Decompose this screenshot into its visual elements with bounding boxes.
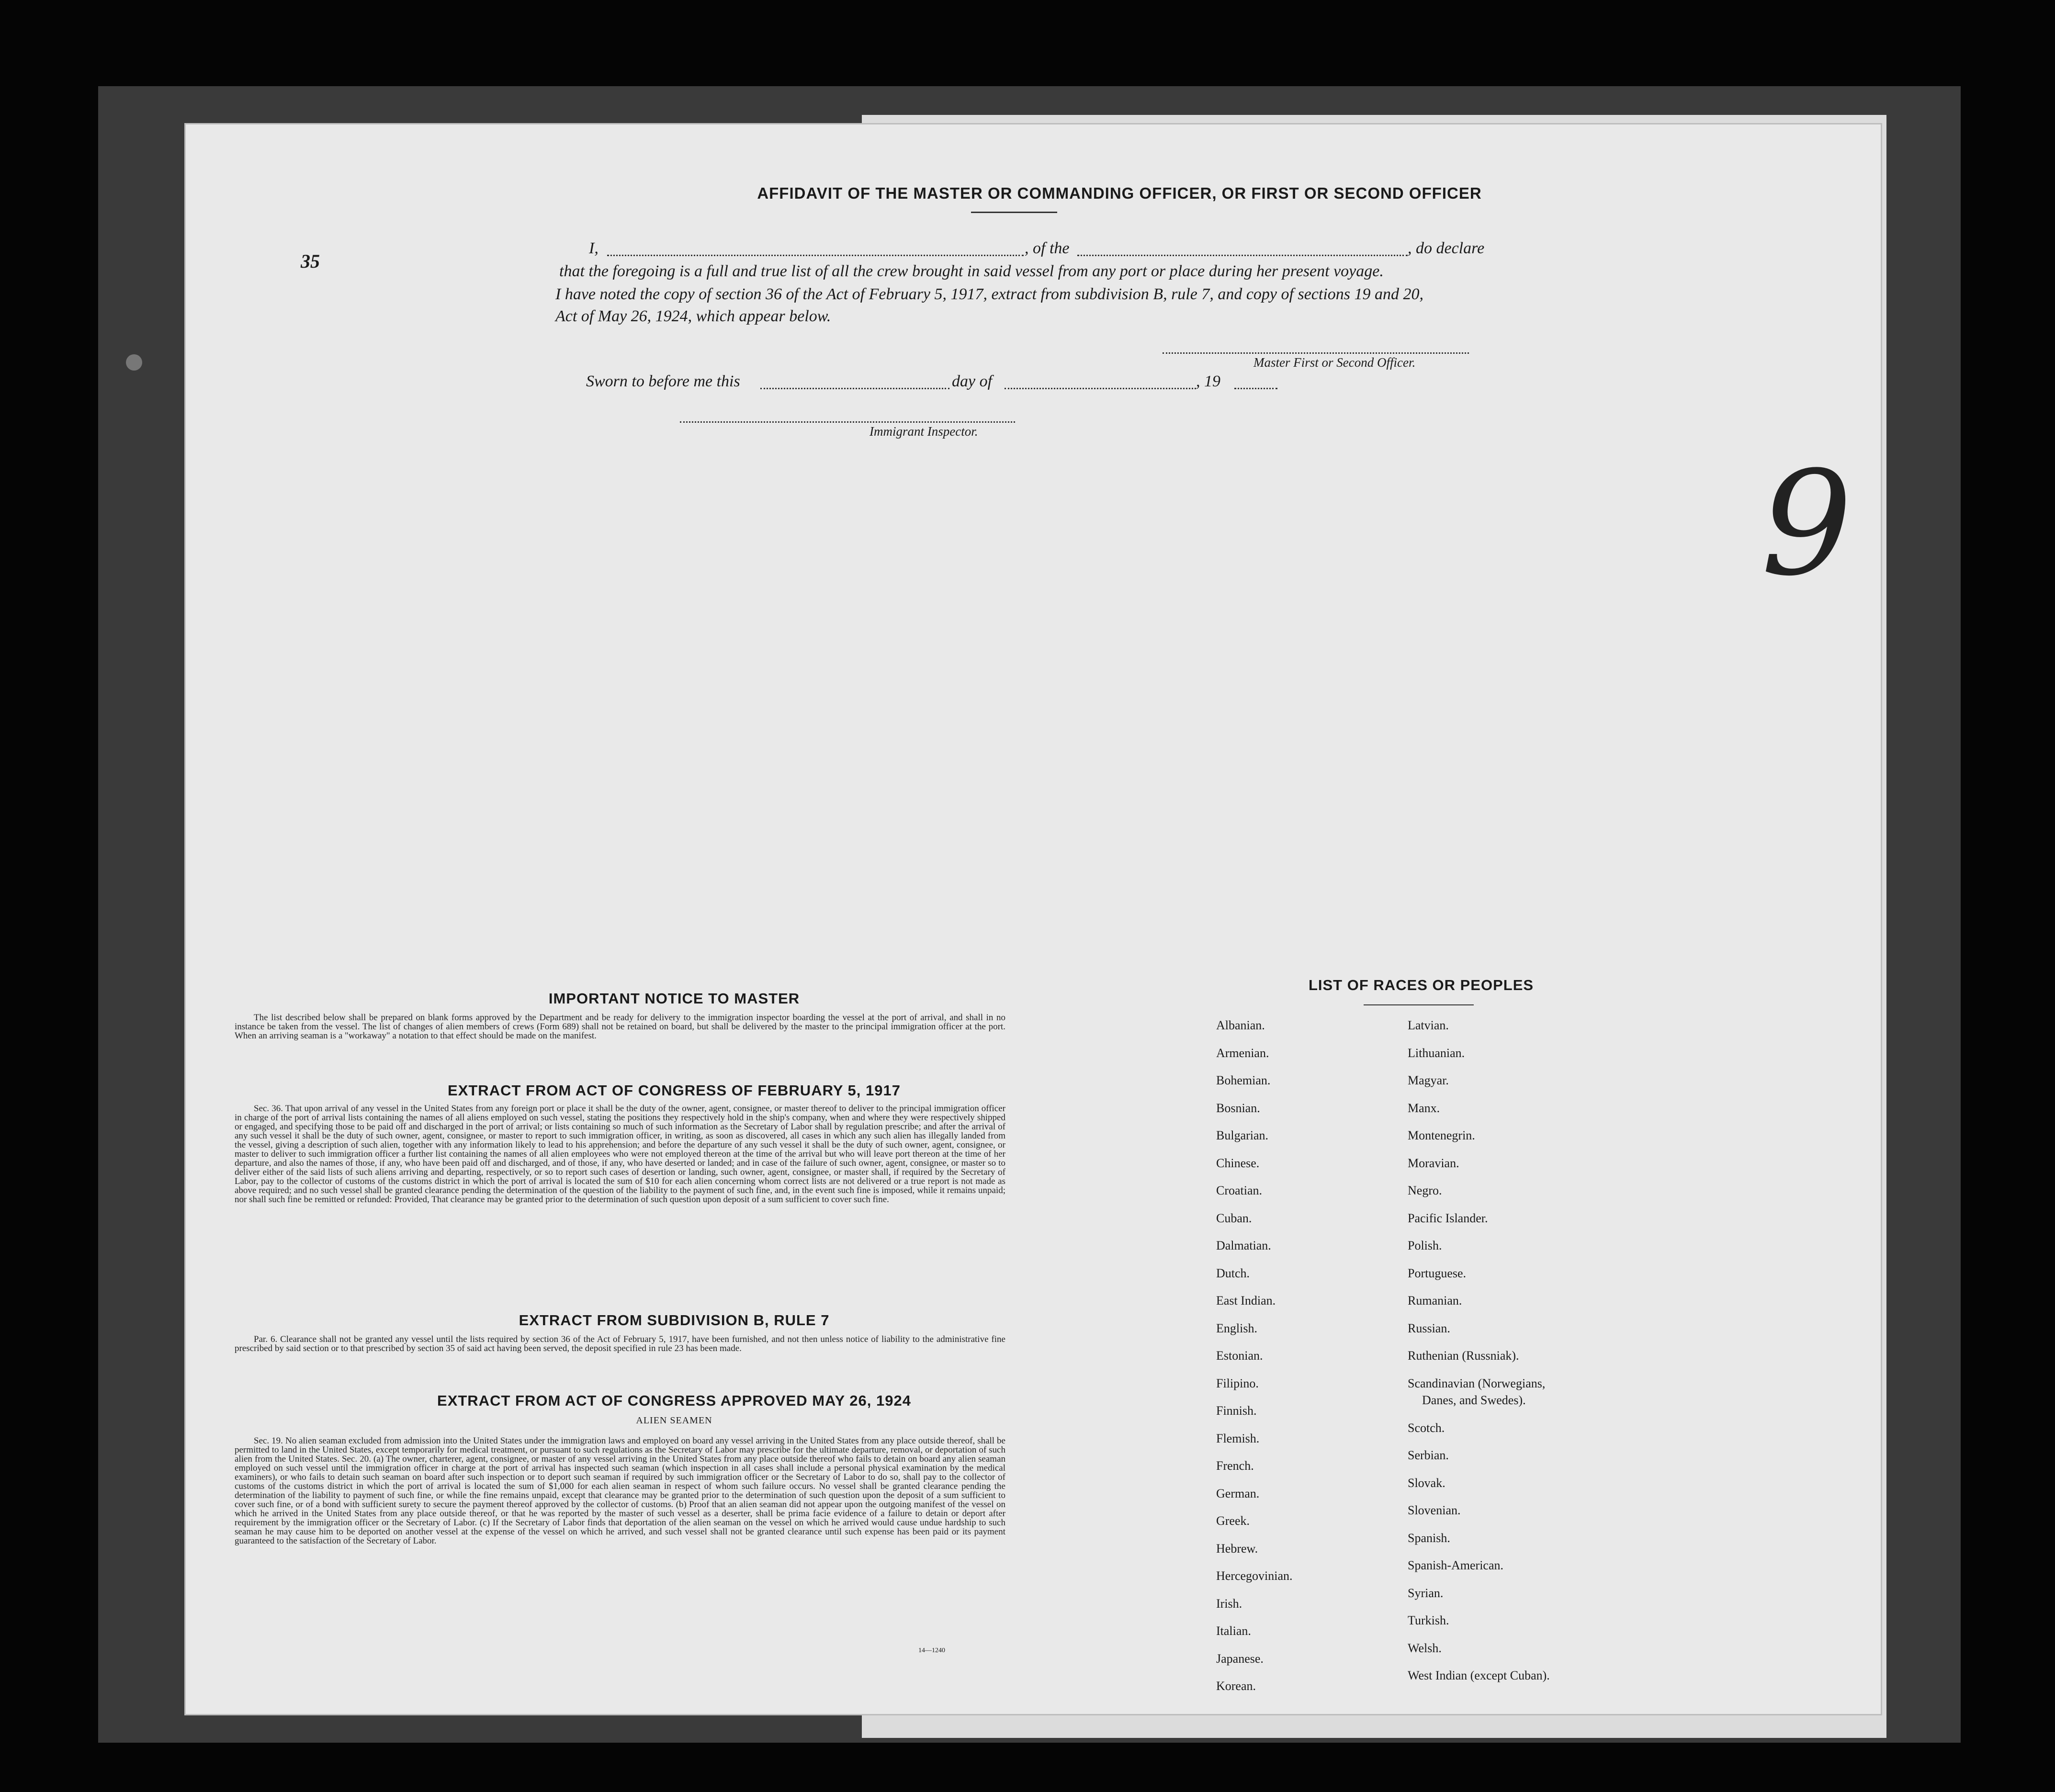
race-entry: Russian. [1408, 1321, 1450, 1335]
race-entry: Scotch. [1408, 1420, 1445, 1435]
margin-mark: 35 [301, 250, 320, 272]
inspector-signature-label: Immigrant Inspector. [869, 424, 978, 439]
race-entry: Latvian. [1408, 1018, 1449, 1032]
race-entry: Portuguese. [1408, 1266, 1467, 1280]
affidavit-line-3: I have noted the copy of section 36 of the Act of February 5, 1917, extract from subdivision B, rule 7, and copy of sections 19 and 20, [555, 285, 1424, 303]
race-entry: West Indian (except Cuban). [1408, 1668, 1550, 1682]
race-entry: Slovenian. [1408, 1503, 1461, 1517]
races-title-underline [1364, 1004, 1474, 1005]
sworn-label: Sworn to before me this [586, 372, 740, 390]
declarant-name-line[interactable] [607, 255, 1024, 256]
day-of-label: day of [952, 372, 993, 390]
race-entry: Syrian. [1408, 1586, 1444, 1600]
extract-1924-title: EXTRACT FROM ACT OF CONGRESS APPROVED MAY 26, 1924 [437, 1392, 911, 1409]
vessel-name-line[interactable] [1077, 255, 1408, 256]
race-entry: Negro. [1408, 1183, 1442, 1197]
title-underline [971, 212, 1057, 213]
affidavit-line-4: Act of May 26, 1924, which appear below. [555, 307, 831, 325]
affidavit-title: AFFIDAVIT OF THE MASTER OR COMMANDING OFFICER, OR FIRST OR SECOND OFFICER [757, 184, 1482, 202]
race-entry: Serbian. [1408, 1448, 1449, 1462]
race-entry: Welsh. [1408, 1641, 1442, 1655]
race-entry: Greek. [1216, 1514, 1250, 1528]
race-entry: Finnish. [1216, 1404, 1257, 1418]
race-entry: Rumanian. [1408, 1294, 1462, 1307]
binder-hole [126, 354, 142, 371]
races-column-1 [1216, 1012, 1293, 1700]
declarant-label: I, [589, 239, 598, 257]
race-entry: Turkish. [1408, 1613, 1449, 1627]
race-entry: Italian. [1216, 1624, 1251, 1638]
race-entry: Korean. [1216, 1679, 1256, 1693]
race-entry: French. [1216, 1459, 1254, 1473]
master-signature-label: Master First or Second Officer. [1253, 355, 1416, 370]
alien-seamen-subtitle: ALIEN SEAMEN [636, 1415, 712, 1426]
master-signature-line[interactable] [1163, 352, 1469, 354]
affidavit-line-2: that the foregoing is a full and true list of all the crew brought in said vessel from any port or place during her present voyage. [559, 262, 1384, 280]
race-entry: Dalmatian. [1216, 1239, 1271, 1252]
race-entry: Scandinavian (Norwegians, [1408, 1376, 1546, 1390]
race-entry: Bosnian. [1216, 1101, 1260, 1115]
race-entry: Albanian. [1216, 1018, 1265, 1032]
race-entry: Spanish-American. [1408, 1558, 1504, 1572]
race-entry: English. [1216, 1321, 1257, 1335]
races-column-2 [1408, 1012, 1550, 1690]
form-number: 14—1240 [918, 1647, 945, 1654]
extract-1917-text: Sec. 36. That upon arrival of any vessel in the United States from any foreign port or place it shall be the duty of the owner, agent, consignee, or master thereof to deliver to the principal immigration officer in charge of the port of arrival lists containing the names of all aliens employed on such vessel, stating the positions they respectively hold in the ship's company, when and where they were respectively shipped or engaged, and specifying those to be paid off and discharged in the port of arrival; or lists containing so much of such information as the Secretary of Labor shall by regulation prescribe; and after the arrival of any such vessel it shall be the duty of such owner, agent, consignee, or master to report to such immigration officer, in writing, as soon as discovered, all cases in which any such alien has illegally landed from the vessel, giving a description of such alien, together with any information likely to lead to his apprehension; and before the departure of any such vessel it shall be the duty of such owner, agent, consignee, or master to deliver to such immigration officer a further list containing the names of all alien employees who were not employed thereon at the time of the arrival but who will leave port thereon at the time of her departure, and also the names of those, if any, who have been paid off and discharged, and of those, if any, who have deserted or landed; and in case of the failure of such owner, agent, consignee, or master so to deliver either of the said lists of such aliens arriving and departing, respectively, or so to report such cases of desertion or landing, such owner, agent, consignee, or master shall, if required by the Secretary of Labor, pay to the collector of customs of the customs district in which the port of arrival is located the sum of $10 for each alien concerning whom correct lists are not delivered or a true report is not made as above required; and no such vessel shall be granted clearance pending the determination of the question of the liability to the payment of such fine, and, in the event such fine is imposed, while it remains unpaid; nor shall such fine be remitted or refunded: Provided, That clearance may be granted prior to the determination of such question upon deposit of a sum sufficient to cover such fine. [235, 1104, 1005, 1205]
sworn-year-line[interactable] [1234, 388, 1277, 389]
race-entry: Dutch. [1216, 1266, 1250, 1280]
race-entry: Bohemian. [1216, 1073, 1271, 1087]
race-entry: Armenian. [1216, 1046, 1269, 1060]
year-label: , 19 [1196, 372, 1220, 390]
inspector-signature-line[interactable] [680, 421, 1015, 423]
race-entry: Montenegrin. [1408, 1128, 1475, 1142]
race-entry: Flemish. [1216, 1431, 1260, 1445]
extract-1917-title: EXTRACT FROM ACT OF CONGRESS OF FEBRUARY 5, 1917 [448, 1082, 901, 1099]
race-entry: Pacific Islander. [1408, 1211, 1488, 1225]
extract-rule7-title: EXTRACT FROM SUBDIVISION B, RULE 7 [519, 1312, 830, 1329]
notice-title: IMPORTANT NOTICE TO MASTER [548, 990, 800, 1007]
race-entry: Hebrew. [1216, 1541, 1258, 1555]
race-entry: Magyar. [1408, 1073, 1449, 1087]
race-entry: Ruthenian (Russniak). [1408, 1349, 1519, 1363]
affidavit-page [186, 124, 1881, 1714]
race-entry: Hercegovinian. [1216, 1569, 1293, 1583]
notice-text: The list described below shall be prepared on blank forms approved by the Department and be ready for delivery to the immigration inspector boarding the vessel at the port of arrival, and shall in no instance be taken from the vessel. The list of changes of alien members of crews (Form 689) shall not be retained on board, but shall be delivered by the master to the principal immigration officer at the port. When an arriving seaman is a "workaway" a notation to that effect should be made on the manifest. [235, 1013, 1005, 1041]
extract-rule7-text: Par. 6. Clearance shall not be granted any vessel until the lists required by section 36 of the Act of February 5, 1917, have been furnished, and not then unless notice of liability to the administrative fine prescribed by said section or to that prescribed by section 35 of said act having been served, the deposit specified in rule 23 has been made. [235, 1334, 1005, 1353]
do-declare-label: , do declare [1408, 239, 1485, 257]
race-entry: Japanese. [1216, 1651, 1264, 1666]
race-entry: Croatian. [1216, 1183, 1263, 1197]
race-entry: Spanish. [1408, 1531, 1450, 1545]
race-entry: Slovak. [1408, 1476, 1445, 1490]
extract-1924-text: Sec. 19. No alien seaman excluded from admission into the United States under the immigration laws and employed on board any vessel arriving in the United States from any place outside thereof, shall be permitted to land in the United States, except temporarily for medical treatment, or pursuant to such regulations as the Secretary of Labor may prescribe for the ultimate departure, removal, or deportation of such alien from the United States. Sec. 20. (a) The owner, charterer, agent, consignee, or master of any vessel arriving in the United States from any place outside thereof who fails to detain on board any alien seaman employed on such vessel until the immigration officer in charge at the port of arrival has inspected such seaman (which inspection in all cases shall include a personal physical examination by the medical examiners), or who fails to detain such seaman on board after such inspection or to deport such seaman if required by such immigration officer or the Secretary of Labor to do so, shall pay to the collector of customs of the customs district in which the port of arrival is located the sum of $1,000 for each alien seaman in respect of whom such failure occurs. No vessel shall be granted clearance pending the determination of the liability to payment of such fine, or while the fine remains unpaid, except that clearance may be granted prior to the determination of such question upon the deposit of a sum sufficient to cover such fine, or of a bond with sufficient surety to secure the payment thereof approved by the collector of customs. (b) Proof that an alien seaman did not appear upon the outgoing manifest of the vessel on which he arrived in the United States from any place outside thereof, or that he was reported by the master of such vessel as a deserter, shall be prima facie evidence of a failure to detain or deport after requirement by the immigration officer or the Secretary of Labor. (c) If the Secretary of Labor finds that deportation of the alien seaman on the vessel on which he arrived would cause undue hardship to such seaman he may cause him to be deported on another vessel at the expense of the vessel on which he arrived, and such vessel shall not be granted clearance until such expense has been paid or its payment guaranteed to the satisfaction of the Secretary of Labor. [235, 1436, 1005, 1546]
race-entry: Irish. [1216, 1596, 1242, 1611]
race-entry: German. [1216, 1486, 1260, 1500]
races-title: LIST OF RACES OR PEOPLES [1308, 977, 1534, 993]
race-entry: Danes, and Swedes). [1422, 1393, 1526, 1407]
sworn-month-line[interactable] [1005, 388, 1196, 389]
race-entry: Polish. [1408, 1239, 1442, 1252]
race-entry: Chinese. [1216, 1156, 1260, 1170]
race-entry: Estonian. [1216, 1349, 1263, 1363]
pencil-page-number: 9 [1761, 440, 1852, 608]
race-entry: Lithuanian. [1408, 1046, 1465, 1060]
race-entry: Filipino. [1216, 1376, 1259, 1390]
race-entry: East Indian. [1216, 1294, 1276, 1307]
race-entry: Manx. [1408, 1101, 1440, 1115]
race-entry: Moravian. [1408, 1156, 1459, 1170]
sworn-day-line[interactable] [760, 388, 949, 389]
race-entry: Bulgarian. [1216, 1128, 1269, 1142]
race-entry: Cuban. [1216, 1211, 1252, 1225]
of-the-label: , of the [1025, 239, 1070, 257]
